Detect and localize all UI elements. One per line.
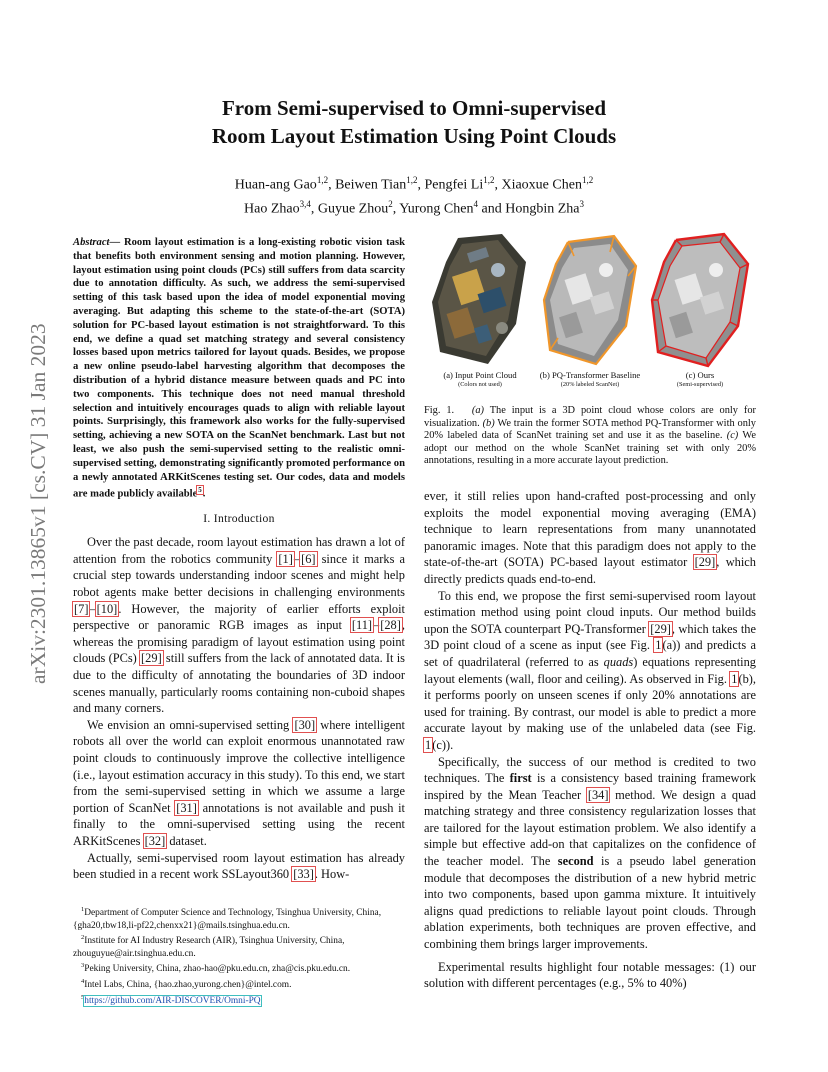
right-column <box>424 488 756 992</box>
text-run: . However, the majority of earlier efforts exploit perspective or panoramic RGB images as input <box>73 601 405 633</box>
footnote-5 <box>73 992 405 1008</box>
figure-label: Fig. 1. <box>424 405 455 416</box>
text-run: annotations is not available and push it finally to the omni-supervised setting using the recent ARKitScenes <box>73 800 405 848</box>
abstract-text: Room layout estimation is a long-existing robotic vision task that benefits both environment sensing and motion planning. However, layout estimation using point clouds (PCs) still suffers from data scarcity due to annotation difficulty. As such, we address the semi-supervised setting of this task based upon the idea of model exponential moving averaging. But adapting this scheme to the state-of-the-art (SOTA) solution for PC-based layout estimation is not straightforward. To this end, we define a quad set matching strategy and several consistency losses based upon metrics tailored for layout quads. Besides, we propose a new online pseudo-label harvesting algorithm that decomposes the distribution of a hybrid distance measure between quads and PC into two components. This technique does not need manual threshold selection and intuitively encourages quads to align with reliable layout points. Surprisingly, this framework also works for the fully-supervised setting, achieving a new SOTA on the ScanNet benchmark. Last but not least, we also push the semi-supervised setting to the realistic omni-supervised setting, demonstrating significantly promoted performance on a newly annotated ARKitScenes testing set. Our codes, data and models are made publicly available <box>73 237 405 500</box>
section-heading-introduction: I. Introduction <box>203 511 275 525</box>
author-name: and Hongbin Zha <box>478 201 580 217</box>
text-run: , which takes the 3D point cloud of a scene as input (see Fig. <box>424 621 756 653</box>
citation-link[interactable]: [6] <box>301 551 316 566</box>
figure-ref-link[interactable]: 1 <box>425 737 432 752</box>
intro-paragraph-1 <box>73 534 405 717</box>
footnote-1 <box>73 904 405 932</box>
panel-b-baseline-image <box>538 232 642 370</box>
text-run: dataset. <box>166 833 207 848</box>
footnote-4 <box>73 976 405 992</box>
text-run: (a)) and predicts a set of quadrilateral (referred to as <box>424 638 756 669</box>
citation-link[interactable]: [29] <box>141 651 162 666</box>
abstract <box>73 236 405 502</box>
footnote-3 <box>73 960 405 976</box>
arxiv-stamp-text: arXiv:2301.13865v1 [cs.CV] 31 Jan 2023 <box>26 323 50 684</box>
author-name: , Pengfei Li <box>417 177 484 193</box>
panel-c-ours-image <box>648 232 752 370</box>
text-run: where intelligent robots all over the world can exploit enormous unannotated raw point clouds to continuously improve the collective intelligence (i.e., layout estimation accuracy in this study). To this end, we start from the semi-supervised setting in which we assume a large portion of ScanNet <box>73 717 405 815</box>
text-run: Specifically, the success of our method is credited to two techniques. The <box>424 754 756 786</box>
affiliation-mark: 4 <box>473 198 478 209</box>
caption-marker: (a) <box>471 405 484 416</box>
affiliation-mark: 3 <box>579 198 584 209</box>
citation-link[interactable]: [29] <box>650 621 671 636</box>
author-name: , Xiaoxue Chen <box>494 177 582 193</box>
affiliation-mark: 3,4 <box>299 198 311 209</box>
text-run: – <box>293 551 301 566</box>
figure-1-caption <box>424 405 756 468</box>
affiliation-mark: 1,2 <box>406 175 418 185</box>
panel-a-label: (a) Input Point Cloud <box>443 370 517 380</box>
panel-a-caption <box>420 370 540 390</box>
panel-c-label: (c) Ours <box>685 370 715 380</box>
left-column <box>73 236 405 883</box>
intro-paragraph-2 <box>73 717 405 850</box>
bold-term: first <box>509 771 532 786</box>
text-run: Actually, semi-supervised room layout estimation has already been studied in a recent work SSLayout360 <box>73 850 405 882</box>
caption-text: We adopt our method on the whole ScanNet training set with only 20% annotations, resulting in a more accurate layout prediction. <box>424 430 756 467</box>
author-list <box>0 171 828 218</box>
text-run: , which directly predicts quads end-to-end. <box>424 555 756 586</box>
footnote-text: Intel Labs, China, {hao.zhao,yurong.chen}@intel.com. <box>84 980 292 990</box>
footnote-mark: 3 <box>81 962 85 970</box>
affiliation-mark: 1,2 <box>483 175 495 185</box>
panel-a-point-cloud-image <box>428 232 532 370</box>
affiliation-mark: 1,2 <box>581 175 594 185</box>
author-name: Huan-ang Gao <box>234 177 317 193</box>
author-name: , Yurong Chen <box>392 201 474 217</box>
text-run: is a consistency based training framework inspired by the Mean Teacher <box>424 771 756 802</box>
text-run: – <box>89 601 96 616</box>
footnote-text: Institute for AI Industry Research (AIR), Tsinghua University, China, zhouguyue@air.tsinghua.edu.cn. <box>73 936 345 959</box>
text-run: – <box>373 618 380 633</box>
text-run: To this end, we propose the first semi-supervised room layout estimation method using point cloud inputs. Our method builds upon the SOTA counterpart PQ-Transformer <box>424 588 756 636</box>
emphasis: quads <box>603 654 634 669</box>
footnote-text: Peking University, China, zhao-hao@pku.edu.cn, zha@cis.pku.edu.cn. <box>84 964 351 975</box>
right-paragraph-2 <box>424 588 756 754</box>
author-name: Hao Zhao <box>244 201 300 217</box>
text-run: Experimental results highlight four notable messages: (1) our solution with different percentages (e.g., 5% to 40%) <box>424 959 756 991</box>
figure-ref-link[interactable]: 1 <box>731 671 738 686</box>
abstract-label: Abstract <box>73 237 110 248</box>
panel-c-sublabel: (Semi-supervised) <box>676 381 724 388</box>
footnote-mark: 2 <box>81 934 85 942</box>
citation-link[interactable]: [33] <box>293 867 314 882</box>
text-run: since it marks a crucial step towards understanding indoor scenes and might help robot agents make better decisions in challenging environments <box>73 551 406 600</box>
citation-link[interactable]: [11] <box>351 618 373 633</box>
affiliation-mark: 2 <box>388 198 393 209</box>
caption-marker: (b) <box>482 417 495 429</box>
text-run: (c)). <box>432 737 454 752</box>
affiliation-mark: 1,2 <box>316 175 329 185</box>
caption-text: We train the former SOTA method PQ-Transformer with only 20% labeled data of ScanNet training set and use it as the baseline. <box>424 417 756 442</box>
footnote-mark: 5 <box>81 993 85 1001</box>
footnote-ref-link[interactable]: 5 <box>198 486 202 495</box>
footnote-text: Department of Computer Science and Technology, Tsinghua University, China, {gha20,tbw18,li-pf22,chenxx21}@mails.tsinghua.edu.cn. <box>73 908 382 931</box>
figure-ref-link[interactable]: 1 <box>655 638 662 653</box>
author-name: , Guyue Zhou <box>310 201 389 217</box>
bold-term: second <box>557 854 594 869</box>
panel-c-caption <box>640 370 760 390</box>
right-paragraph-3 <box>424 754 756 953</box>
author-name: , Beiwen Tian <box>328 177 407 193</box>
caption-marker: (c) <box>726 430 739 442</box>
panel-b-sublabel: (20% labeled ScanNet) <box>560 381 620 388</box>
text-run: method. We design a quad matching strategy and three consistency regularization losses that are tailored for the layout estimation problem. We also identify a simple but effective add-on that capitalizes on the confidence of the teacher model. The <box>424 787 756 869</box>
citation-link[interactable]: [1] <box>278 551 293 566</box>
abstract-end: . <box>202 488 206 500</box>
right-paragraph-4 <box>424 959 756 992</box>
footnote-2 <box>73 932 405 960</box>
text-run: ) equations representing layout elements (wall, floor and ceiling). As observed in Fig. <box>424 654 756 686</box>
footnote-mark: 4 <box>81 977 85 985</box>
footnotes <box>73 904 405 1007</box>
text-run: (b), it performs poorly on unseen scenes if only 20% annotations are used for training. By contrast, our model is able to predict a more accurate layout by making use of the unlabeled data (see Fig. <box>424 671 756 736</box>
abstract-dash: — <box>109 237 124 248</box>
text-run: still suffers from the lack of annotated data. It is due to the difficulty of annotating the boundaries of 3D indoor scenes manually, particularly rooms containing non-cuboid shapes and many corners. <box>73 651 405 716</box>
figure-1 <box>424 232 756 392</box>
citation-link[interactable]: [29] <box>694 555 716 570</box>
footnote-mark: 1 <box>81 906 85 913</box>
text-run: . How- <box>314 867 350 882</box>
caption-text: The input is a 3D point cloud whose colors are only for visualization. <box>424 405 756 429</box>
text-run: Over the past decade, room layout estimation has drawn a lot of attention from the robotics community <box>73 535 405 566</box>
panel-b-label: (b) PQ-Transformer Baseline <box>539 370 641 380</box>
right-paragraph-1 <box>424 488 756 588</box>
intro-paragraph-3 <box>73 850 405 883</box>
text-run: , whereas the promising paradigm of layout estimation using point clouds (PCs) <box>73 618 405 666</box>
title-line-2: Room Layout Estimation Using Point Clouds <box>211 124 617 148</box>
citation-link[interactable]: [10] <box>96 601 118 616</box>
citation-link[interactable]: [34] <box>587 787 609 802</box>
arxiv-stamp <box>24 288 52 688</box>
text-run: We envision an omni-supervised setting <box>87 717 294 732</box>
github-link[interactable]: https://github.com/AIR-DISCOVER/Omni-PQ <box>84 995 261 1006</box>
text-run: is a pseudo label generation module that decomposes the distribution of a new hybrid metric into two components, based upon gamma mixture. It intuitively aligns quad predictions to reliable layout point clouds. Through ablation experiments, both techniques are proven effective, and combining them brings larger improvements. <box>424 854 756 952</box>
panel-b-caption <box>530 370 650 390</box>
citation-link[interactable]: [31] <box>176 800 197 815</box>
author-line-1 <box>0 171 828 195</box>
citation-link[interactable]: [28] <box>380 618 401 633</box>
citation-link[interactable]: [7] <box>74 601 89 616</box>
title-line-1: From Semi-supervised to Omni-supervised <box>221 96 607 120</box>
citation-link[interactable]: [30] <box>294 717 316 732</box>
citation-link[interactable]: [32] <box>144 833 166 848</box>
text-run: ever, it still relies upon hand-crafted post-processing and only exploits the model exponential moving averaging (EMA) technique to learn representations from many unannotated panoramic images. Note that this paradigm does not apply to the state-of-the-art (SOTA) PC-based layout estimator <box>424 489 756 570</box>
paper-title <box>0 94 828 150</box>
panel-a-sublabel: (Colors not used) <box>458 381 502 388</box>
author-line-2 <box>0 195 828 219</box>
